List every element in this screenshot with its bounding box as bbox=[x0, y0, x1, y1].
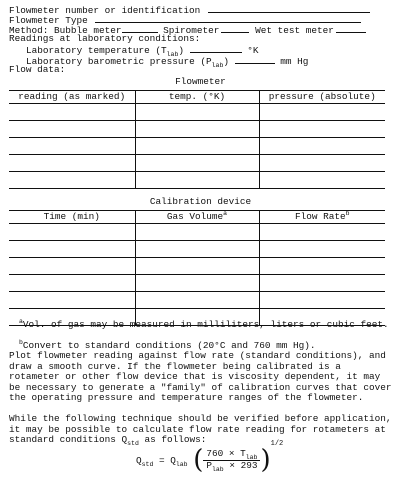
table-row bbox=[9, 155, 385, 172]
id-field[interactable] bbox=[208, 4, 370, 13]
col-time: Time (min) bbox=[9, 211, 135, 224]
col-pressure: pressure (absolute) bbox=[259, 91, 385, 104]
wet-test-field[interactable] bbox=[336, 24, 366, 33]
readings-label: Readings at laboratory conditions: bbox=[9, 33, 201, 44]
table-row bbox=[9, 138, 385, 155]
lab-pressure-line: Laboratory barometric pressure $(P_{lab})$ mm Hg bbox=[26, 56, 309, 69]
table-row bbox=[9, 292, 385, 309]
calibration-table bbox=[9, 210, 385, 326]
table-row bbox=[9, 104, 385, 121]
table-row bbox=[9, 224, 385, 241]
flowmeter-table bbox=[9, 90, 385, 189]
table-row bbox=[9, 275, 385, 292]
table-row bbox=[9, 172, 385, 189]
id-label: Flowmeter number or identification bbox=[9, 5, 201, 16]
flow-data-label: Flow data: bbox=[9, 64, 66, 75]
col-flow-rate: Flow Rate$^b$ bbox=[259, 211, 385, 224]
instruction-paragraph-1: Plot flowmeter reading against flow rate (standard conditions), and draw a smooth curve. If the flowmeter being calibrated is a rotameter or other flow device that is viscosity dependent, it may be necessary to generate a "family" of calibration curves that cover the operating pressure and temperature ranges of the flowmeter. bbox=[9, 350, 392, 404]
calibration-title: Calibration device bbox=[149, 196, 252, 207]
col-gas-volume: Gas Volume$^a$ bbox=[135, 211, 259, 224]
flowmeter-title: Flowmeter bbox=[175, 76, 226, 87]
footnote-b: $^b$Convert to standard conditions (20°C and 760 mm Hg). bbox=[19, 338, 316, 351]
lab-temp-line: Laboratory temperature $(T_{lab})$ °K bbox=[26, 45, 259, 58]
temp-unit: °K bbox=[247, 45, 259, 56]
formula-fraction: $\frac{760 \times T_{lab}}{P_{lab} \times 293}$ bbox=[203, 449, 260, 471]
pressure-unit: mm Hg bbox=[280, 56, 309, 67]
bubble-meter-field[interactable] bbox=[122, 24, 158, 33]
col-temp: temp. (°K) bbox=[135, 91, 259, 104]
type-label: Flowmeter Type bbox=[9, 15, 88, 26]
wet-test-label: Wet test meter bbox=[255, 25, 334, 36]
table-row bbox=[9, 258, 385, 275]
col-reading: reading (as marked) bbox=[9, 91, 135, 104]
instruction-paragraph-2: While the following technique should be verified before application, it may be possible to calculate flow rate reading for rotameters at standard conditions $Q_{std}$ as follows: bbox=[9, 413, 392, 448]
type-field[interactable] bbox=[95, 14, 361, 23]
formula: $Q_{std} = Q_{lab}$ ( $\frac{760 \times T_{lab}}{P_{lab} \times 293}$ )$^{1/2}$ bbox=[136, 440, 284, 476]
table-row bbox=[9, 121, 385, 138]
lab-pressure-field[interactable] bbox=[235, 55, 275, 64]
spirometer-label: Spirometer bbox=[163, 25, 220, 36]
footnote-a: $^a$Vol. of gas may be measured in milliliters, liters or cubic feet. bbox=[19, 317, 389, 330]
lab-temp-field[interactable] bbox=[190, 44, 242, 53]
spirometer-field[interactable] bbox=[221, 24, 249, 33]
method-label: Method: Bubble meter bbox=[9, 25, 122, 36]
table-row bbox=[9, 241, 385, 258]
